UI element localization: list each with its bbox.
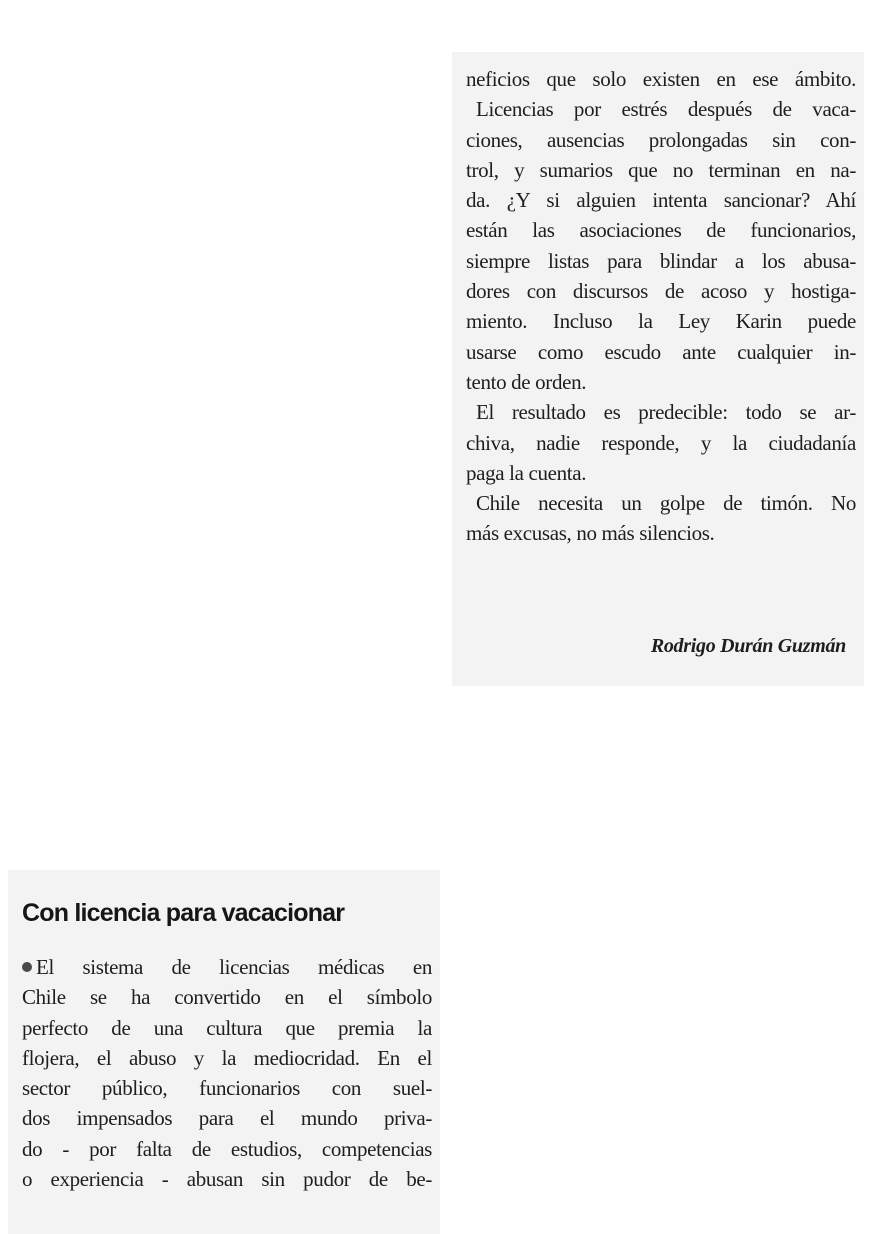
bullet-icon bbox=[22, 962, 32, 972]
body-line: trol, y sumarios que no terminan en na- bbox=[466, 157, 856, 182]
body-line: sector público, funcionarios con suel- bbox=[22, 1076, 432, 1101]
body-line: Licencias por estrés después de vaca- bbox=[476, 97, 856, 122]
body-line: neficios que solo existen en ese ámbito. bbox=[466, 67, 856, 91]
body-line: ciones, ausencias prolongadas sin con- bbox=[466, 127, 856, 152]
letter-start-column bbox=[8, 870, 440, 1234]
body-line: dos impensados para el mundo priva- bbox=[22, 1106, 432, 1131]
body-line: siempre listas para blindar a los abusa- bbox=[466, 248, 856, 273]
body-line: Chile necesita un golpe de timón. No bbox=[476, 491, 856, 516]
body-line: Chile se ha convertido en el símbolo bbox=[22, 985, 432, 1010]
body-line: da. ¿Y si alguien intenta sancionar? Ahí bbox=[466, 188, 856, 213]
body-line: están las asociaciones de funcionarios, bbox=[466, 218, 856, 243]
body-line: chiva, nadie responde, y la ciudadanía bbox=[466, 430, 856, 455]
body-line: do - por falta de estudios, competencias bbox=[22, 1136, 432, 1161]
body-line: más excusas, no más silencios. bbox=[466, 521, 715, 546]
letter-start-body bbox=[22, 952, 432, 1194]
body-line: o experiencia - abusan sin pudor de be- bbox=[22, 1167, 432, 1192]
body-line: miento. Incluso la Ley Karin puede bbox=[466, 309, 856, 334]
letter-continuation-body bbox=[466, 52, 856, 549]
body-line: dores con discursos de acoso y hostiga- bbox=[466, 279, 856, 304]
body-line: paga la cuenta. bbox=[466, 460, 587, 485]
letter-continuation-column bbox=[452, 52, 864, 686]
body-line: perfecto de una cultura que premia la bbox=[22, 1015, 432, 1040]
body-line: tento de orden. bbox=[466, 369, 587, 394]
body-line: El resultado es predecible: todo se ar- bbox=[476, 400, 856, 425]
letter-headline: Con licencia para vacacionar bbox=[22, 899, 345, 927]
body-line: flojera, el abuso y la mediocridad. En el bbox=[22, 1045, 432, 1070]
body-line: usarse como escudo ante cualquier in- bbox=[466, 339, 856, 364]
body-line-text: El sistema de licencias médicas en bbox=[36, 955, 432, 979]
body-line-first bbox=[22, 952, 432, 982]
author-signature: Rodrigo Durán Guzmán bbox=[650, 635, 846, 657]
